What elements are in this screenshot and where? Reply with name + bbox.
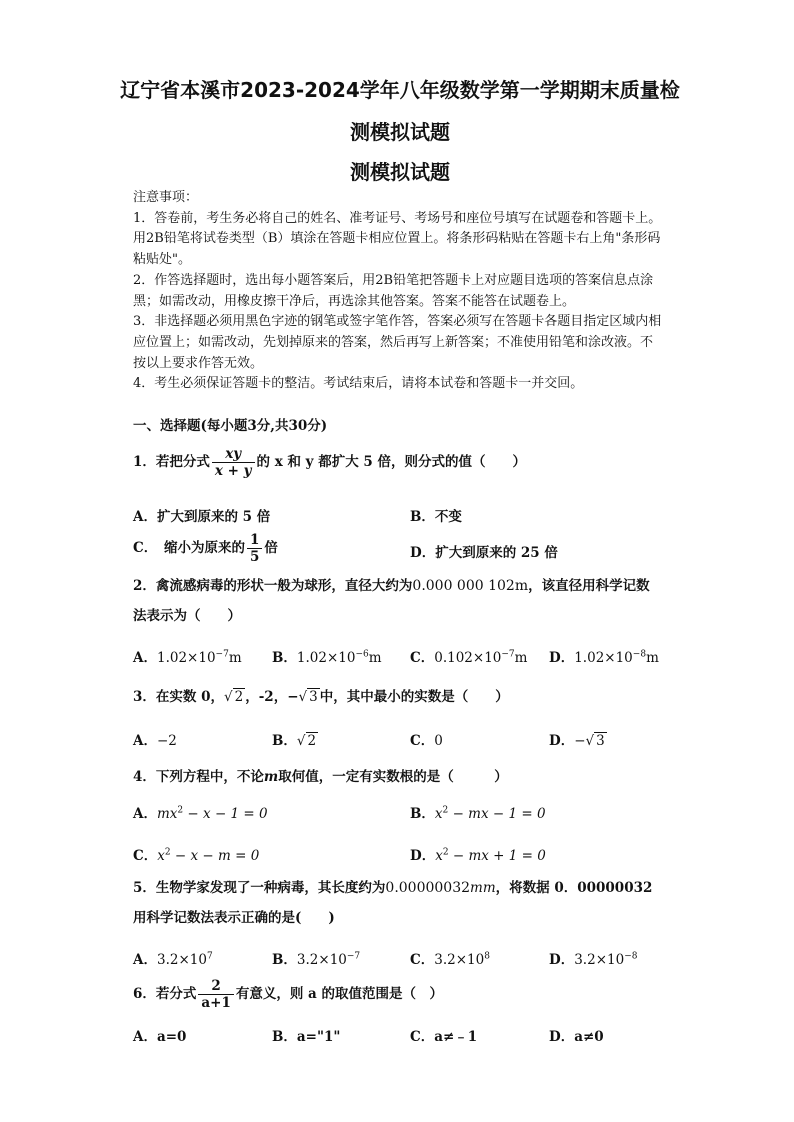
- notice-block: [133, 188, 663, 395]
- page-title: 辽宁省本溪市2023-2024学年八年级数学第一学期期末质量检: [120, 78, 680, 102]
- q4-option-c-term: x: [157, 848, 165, 864]
- q5-unit: mm: [470, 880, 496, 896]
- q4-option-b-label: B．: [410, 806, 435, 822]
- q5-option-d-base: 3.2×10: [574, 952, 625, 968]
- q5-option-c-base: 3.2×10: [434, 952, 485, 968]
- notice-item-2: 2．作答选择题时，选出每小题答案后，用2B铅笔把答题卡上对应题目选项的答案信息点涂黑；如需改动，用橡皮擦干净后，再选涂其他答案。答案不能答在试题卷上。: [133, 272, 654, 309]
- q5-option-d-label: D．: [549, 952, 575, 968]
- q4-option-d-label: D．: [410, 848, 436, 864]
- page-title-line3: 测模拟试题: [350, 160, 450, 184]
- q2-text-1: 2．禽流感病毒的形状一般为球形，直径大约为: [133, 578, 413, 594]
- q2-option-d-label: D．: [549, 650, 575, 666]
- q5-option-a-base: 3.2×10: [156, 952, 207, 968]
- notice-heading: 注意事项：: [133, 190, 199, 205]
- q2-text-2: ，该直径用科学记数法表示为（ ）: [133, 578, 650, 624]
- q4-option-b-term: x: [434, 806, 443, 822]
- q3-text-mid: ，-2，−: [245, 689, 299, 705]
- q4-option-c-label: C．: [133, 848, 158, 864]
- q1-option-a: A．扩大到原来的 5 倍: [133, 509, 271, 525]
- q4-option-d-term: x: [435, 848, 443, 864]
- q3-option-c-value: 0: [434, 733, 443, 749]
- q1-option-c-pre: C． 缩小为原来的: [133, 540, 245, 556]
- q5-option-b-base: 3.2×10: [296, 952, 347, 968]
- q2-option-b: [272, 646, 382, 666]
- question-1: [133, 446, 526, 479]
- q1-option-c-post: 倍: [264, 540, 278, 556]
- q4-option-a-term: mx: [156, 806, 178, 822]
- q4-option-b-exp: 2: [442, 805, 449, 816]
- q3-text-post: 中，其中最小的实数是（ ）: [319, 689, 509, 705]
- q3-option-a-label: A．: [133, 733, 157, 749]
- q5-option-b-label: B．: [272, 952, 297, 968]
- q5-option-a: [133, 948, 213, 968]
- q1-fraction-num: xy: [212, 446, 255, 463]
- q1-option-b: B．不变: [410, 509, 462, 525]
- q5-option-c-exp: 8: [484, 951, 490, 962]
- q3-option-a: [133, 729, 177, 749]
- q6-text-pre: 6．若分式: [133, 986, 197, 1002]
- question-2: [133, 571, 663, 631]
- q5-option-b: [272, 948, 360, 968]
- q2-option-b-label: B．: [272, 650, 297, 666]
- q6-option-c: C．a≠﹣1: [410, 1029, 478, 1045]
- q2-option-a-base: 1.02×10: [156, 650, 216, 666]
- q5-option-a-exp: 7: [206, 951, 213, 962]
- q2-option-b-exp: −6: [355, 649, 369, 660]
- q4-option-a-rest: − x − 1 = 0: [183, 806, 268, 822]
- q3-sqrt-2-radicand: 2: [234, 689, 244, 705]
- notice-item-3: 3．非选择题必须用黑色字迹的钢笔或签字笔作答，答案必须写在答题卡各题目指定区域内相应位置上；如需改动，先划掉原来的答案，然后再写上新答案；不准使用铅笔和涂改液。不按以上要求作答无效。: [133, 314, 662, 371]
- q2-option-a: [133, 646, 242, 666]
- q1-fraction-den: x + y: [214, 463, 252, 479]
- q2-option-b-base: 1.02×10: [296, 650, 356, 666]
- q6-option-d: D．a≠0: [549, 1029, 604, 1045]
- question-3: [133, 685, 509, 705]
- q3-option-a-value: −2: [156, 733, 177, 749]
- q6-fraction-num: 2: [198, 978, 233, 995]
- q2-value: 0.000 000 102m: [412, 578, 529, 594]
- q5-option-b-exp: −7: [346, 951, 361, 962]
- q3-option-c: [410, 729, 443, 749]
- q4-variable-m: m: [263, 769, 279, 785]
- q1-option-c-fraction: [247, 532, 262, 565]
- q5-option-d: [549, 948, 637, 968]
- q1-option-d: D．扩大到原来的 25 倍: [410, 545, 558, 561]
- q3-option-b-radicand: 2: [307, 733, 317, 749]
- q6-option-b: B．a="1": [272, 1029, 341, 1045]
- q6-text-post: 有意义，则 a 的取值范围是（ ）: [235, 986, 444, 1002]
- q3-option-b: [272, 729, 318, 749]
- q2-option-c-unit: m: [514, 650, 528, 666]
- q3-option-b-sqrt: √ 2: [296, 733, 317, 749]
- q4-option-c-exp: 2: [164, 847, 171, 858]
- q5-option-c: [410, 948, 490, 968]
- q3-option-d-sqrt: √ 3: [585, 733, 605, 749]
- q2-option-c-base: 0.102×10: [434, 650, 502, 666]
- q3-option-c-label: C．: [410, 733, 435, 749]
- q4-option-c-rest: − x − m = 0: [170, 848, 260, 864]
- q4-option-b-rest: − mx − 1 = 0: [448, 806, 546, 822]
- q5-text-2: ，将数据 0．00000032 用科学记数法表示正确的是( ): [133, 880, 653, 926]
- q5-option-c-label: C．: [410, 952, 435, 968]
- q2-option-d-exp: −8: [632, 649, 647, 660]
- q4-option-a: [133, 802, 268, 822]
- q4-option-d-exp: 2: [442, 847, 449, 858]
- page-title-line2: 测模拟试题: [350, 120, 450, 144]
- q3-text-pre: 3．在实数 0，: [133, 689, 224, 705]
- q4-text-pre: 4．下列方程中，不论: [133, 769, 264, 785]
- q2-option-d-base: 1.02×10: [574, 650, 633, 666]
- notice-item-4: 4．考生必须保证答题卡的整洁。考试结束后，请将本试卷和答题卡一并交回。: [133, 376, 584, 392]
- q3-option-d-radicand: 3: [596, 733, 605, 749]
- q4-option-a-exp: 2: [177, 805, 184, 816]
- q1-option-c-den: 5: [250, 549, 260, 565]
- q1-option-c: [133, 532, 278, 565]
- q2-option-a-label: A．: [133, 650, 157, 666]
- q5-option-a-label: A．: [133, 952, 157, 968]
- q4-option-c: [133, 844, 259, 864]
- q2-option-c: [410, 646, 527, 666]
- question-4: [133, 765, 508, 785]
- q3-sqrt-3: √ 3: [298, 689, 318, 705]
- q5-value: 0.00000032: [385, 880, 471, 896]
- q2-option-d: [549, 646, 659, 666]
- q2-option-a-exp: −7: [215, 649, 229, 660]
- q6-fraction: [198, 978, 233, 1011]
- section-heading: 一、选择题(每小题3分,共30分): [133, 418, 328, 434]
- q6-option-a: A．a=0: [133, 1029, 187, 1045]
- q2-option-a-unit: m: [228, 650, 242, 666]
- q2-option-c-label: C．: [410, 650, 435, 666]
- notice-item-1: 1．答卷前，考生务必将自己的姓名、准考证号、考场号和座位号填写在试题卷和答题卡上。用2B铅笔将试卷类型（B）填涂在答题卡相应位置上。将条形码粘贴在答题卡右上角"条形码粘贴处"。: [133, 210, 662, 268]
- q3-sqrt-2: √ 2: [224, 689, 244, 705]
- q6-fraction-den: a+1: [201, 995, 231, 1011]
- question-6: [133, 978, 443, 1011]
- q1-fraction: [212, 446, 255, 479]
- q3-option-d: [549, 729, 607, 749]
- q3-option-d-label: D．: [549, 733, 575, 749]
- q2-option-c-exp: −7: [501, 649, 515, 660]
- q2-option-d-unit: m: [646, 650, 659, 666]
- q3-sqrt-3-radicand: 3: [309, 689, 318, 705]
- q1-text-pre: 1．若把分式: [133, 454, 210, 470]
- question-5: [133, 873, 663, 933]
- q1-option-c-num: 1: [247, 532, 262, 549]
- q1-text-post: 的 x 和 y 都扩大 5 倍，则分式的值（ ）: [256, 454, 527, 470]
- q5-text-1: 5．生物学家发现了一种病毒，其长度约为: [133, 880, 386, 896]
- q4-option-d-rest: − mx + 1 = 0: [448, 848, 546, 864]
- q4-option-b: [410, 802, 546, 822]
- q4-option-d: [410, 844, 546, 864]
- q3-option-d-minus: −: [574, 733, 586, 749]
- q3-option-b-label: B．: [272, 733, 297, 749]
- q5-option-d-exp: −8: [624, 951, 638, 962]
- q4-option-a-label: A．: [133, 806, 157, 822]
- q4-text-post: 取何值，一定有实数根的是（ ）: [278, 769, 508, 785]
- q2-option-b-unit: m: [368, 650, 382, 666]
